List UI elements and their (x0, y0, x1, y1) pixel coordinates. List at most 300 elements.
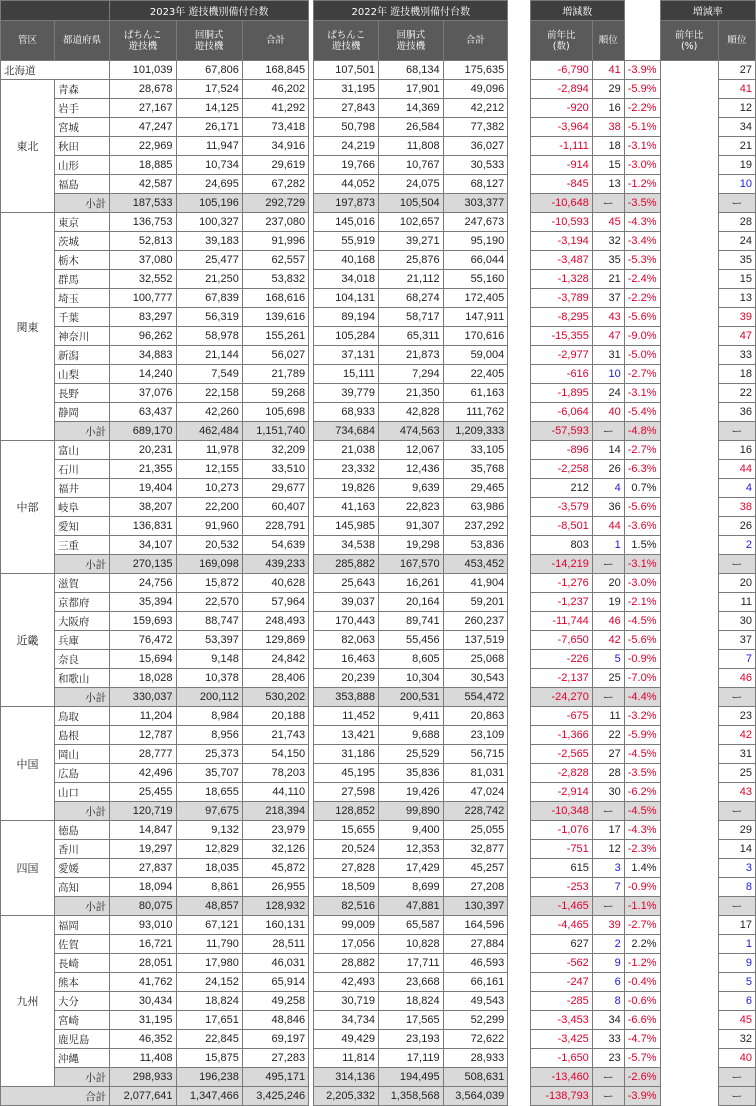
total-2022-cell: 228,742 (443, 802, 508, 821)
rank-rate-cell: ー (718, 422, 755, 441)
total-2022-cell: 23,109 (443, 726, 508, 745)
prefecture-name: 千葉 (54, 308, 109, 327)
yoy-rate-cell: -5.6% (624, 498, 660, 517)
prefecture-name: 愛媛 (54, 859, 109, 878)
total-2023-cell: 495,171 (242, 1068, 308, 1087)
column-gap (660, 517, 718, 536)
column-gap (660, 935, 718, 954)
table-row (1, 365, 756, 384)
pachinko-2022-cell: 20,239 (314, 669, 379, 688)
header-pachinko-2023: ぱちんこ 遊技機 (110, 21, 176, 61)
slot-2022-cell: 42,828 (379, 403, 444, 422)
pachinko-2023-cell: 18,028 (110, 669, 176, 688)
subtotal-row (1, 422, 756, 441)
slot-2022-cell: 18,824 (379, 992, 444, 1011)
rank-count-cell: 24 (592, 384, 624, 403)
total-2022-cell: 260,237 (443, 612, 508, 631)
column-gap (660, 745, 718, 764)
prefecture-name: 福井 (54, 479, 109, 498)
slot-2022-cell: 194,495 (379, 1068, 444, 1087)
yoy-count-cell: -562 (530, 954, 592, 973)
yoy-count-cell: 803 (530, 536, 592, 555)
yoy-count-cell: -247 (530, 973, 592, 992)
table-row (1, 1030, 756, 1049)
prefecture-name: 岐阜 (54, 498, 109, 517)
total-2023-cell: 21,743 (242, 726, 308, 745)
table-row (1, 992, 756, 1011)
table-row (1, 99, 756, 118)
column-gap (660, 859, 718, 878)
prefecture-name: 長崎 (54, 954, 109, 973)
slot-2023-cell: 14,125 (176, 99, 242, 118)
yoy-count-cell: -1,465 (530, 897, 592, 916)
total-2023-cell: 34,916 (242, 137, 308, 156)
rank-count-cell: 8 (592, 992, 624, 1011)
pachinko-2023-cell: 15,694 (110, 650, 176, 669)
column-gap (508, 99, 531, 118)
yoy-count-cell: -4,465 (530, 916, 592, 935)
rank-count-cell: ー (592, 422, 624, 441)
pachinko-2022-cell: 27,843 (314, 99, 379, 118)
column-gap (660, 384, 718, 403)
subtotal-label: 小計 (54, 802, 109, 821)
slot-2023-cell: 22,200 (176, 498, 242, 517)
rank-count-cell: 3 (592, 859, 624, 878)
pachinko-2022-cell: 145,016 (314, 213, 379, 232)
column-gap (660, 1011, 718, 1030)
column-gap (508, 688, 531, 707)
yoy-count-cell: -2,258 (530, 460, 592, 479)
column-gap (660, 441, 718, 460)
table-row (1, 612, 756, 631)
prefecture-name: 山口 (54, 783, 109, 802)
total-2023-cell: 155,261 (242, 327, 308, 346)
table-row (1, 346, 756, 365)
rank-count-cell: 27 (592, 745, 624, 764)
slot-2023-cell: 9,132 (176, 821, 242, 840)
pachinko-2023-cell: 298,933 (110, 1068, 176, 1087)
slot-2022-cell: 9,688 (379, 726, 444, 745)
column-gap (660, 593, 718, 612)
table-row (1, 783, 756, 802)
slot-2023-cell: 1,347,466 (176, 1087, 242, 1106)
pachinko-2023-cell: 35,394 (110, 593, 176, 612)
pachinko-2022-cell: 21,038 (314, 441, 379, 460)
yoy-rate-cell: -5.0% (624, 346, 660, 365)
yoy-rate-cell: -3.1% (624, 384, 660, 403)
pachinko-2023-cell: 14,847 (110, 821, 176, 840)
total-2022-cell: 1,209,333 (443, 422, 508, 441)
yoy-rate-cell: -5.4% (624, 403, 660, 422)
prefecture-name: 静岡 (54, 403, 109, 422)
prefecture-name: 秋田 (54, 137, 109, 156)
slot-2022-cell: 21,112 (379, 270, 444, 289)
rank-count-cell: 16 (592, 99, 624, 118)
yoy-rate-cell: -5.1% (624, 118, 660, 137)
total-2022-cell: 68,127 (443, 175, 508, 194)
total-2022-cell: 53,836 (443, 536, 508, 555)
total-2022-cell: 137,519 (443, 631, 508, 650)
yoy-rate-cell: -9.0% (624, 327, 660, 346)
table-row (1, 840, 756, 859)
rank-count-cell: ー (592, 1068, 624, 1087)
yoy-rate-cell: -2.3% (624, 840, 660, 859)
column-gap (508, 802, 531, 821)
pachinko-2023-cell: 270,135 (110, 555, 176, 574)
rank-rate-cell: 21 (718, 137, 755, 156)
slot-2022-cell: 23,193 (379, 1030, 444, 1049)
pachinko-2022-cell: 15,655 (314, 821, 379, 840)
yoy-count-cell: -3,579 (530, 498, 592, 517)
column-gap (660, 954, 718, 973)
slot-2022-cell: 474,563 (379, 422, 444, 441)
total-2023-cell: 48,846 (242, 1011, 308, 1030)
header-slot-2023: 回胴式 遊技機 (176, 21, 242, 61)
column-gap (508, 251, 531, 270)
column-gap (508, 1049, 531, 1068)
total-2022-cell: 27,208 (443, 878, 508, 897)
total-2022-cell: 453,452 (443, 555, 508, 574)
rank-rate-cell: 35 (718, 251, 755, 270)
total-2023-cell: 29,619 (242, 156, 308, 175)
table-row (1, 954, 756, 973)
yoy-rate-cell: -2.2% (624, 99, 660, 118)
slot-2022-cell: 55,456 (379, 631, 444, 650)
column-gap (508, 118, 531, 137)
rank-count-cell: 5 (592, 650, 624, 669)
rank-count-cell: 43 (592, 308, 624, 327)
rank-rate-cell: 17 (718, 916, 755, 935)
column-gap (660, 194, 718, 213)
slot-2023-cell: 169,098 (176, 555, 242, 574)
slot-2023-cell: 18,655 (176, 783, 242, 802)
table-row (1, 460, 756, 479)
yoy-rate-cell: -3.6% (624, 517, 660, 536)
column-gap (660, 536, 718, 555)
yoy-count-cell: -138,793 (530, 1087, 592, 1106)
slot-2023-cell: 21,250 (176, 270, 242, 289)
pachinko-2022-cell: 16,463 (314, 650, 379, 669)
rank-rate-cell: 6 (718, 992, 755, 1011)
column-gap (624, 21, 660, 61)
table-row (1, 289, 756, 308)
column-gap (508, 859, 531, 878)
column-gap (508, 745, 531, 764)
pachinko-2023-cell: 42,496 (110, 764, 176, 783)
slot-2022-cell: 8,699 (379, 878, 444, 897)
rank-count-cell: 23 (592, 1049, 624, 1068)
slot-2022-cell: 22,823 (379, 498, 444, 517)
total-2023-cell: 41,292 (242, 99, 308, 118)
rank-count-cell: 19 (592, 593, 624, 612)
slot-2023-cell: 196,238 (176, 1068, 242, 1087)
column-gap (660, 574, 718, 593)
total-2023-cell: 54,150 (242, 745, 308, 764)
rank-count-cell: 12 (592, 840, 624, 859)
yoy-count-cell: -845 (530, 175, 592, 194)
slot-2022-cell: 25,529 (379, 745, 444, 764)
slot-2023-cell: 24,152 (176, 973, 242, 992)
slot-2023-cell: 26,171 (176, 118, 242, 137)
rank-count-cell: 26 (592, 460, 624, 479)
subtotal-row (1, 1068, 756, 1087)
pachinko-2023-cell: 100,777 (110, 289, 176, 308)
table-row (1, 232, 756, 251)
column-gap (508, 289, 531, 308)
total-2023-cell: 28,406 (242, 669, 308, 688)
yoy-rate-cell: -6.3% (624, 460, 660, 479)
pachinko-2022-cell: 104,131 (314, 289, 379, 308)
slot-2023-cell: 24,695 (176, 175, 242, 194)
total-2022-cell: 554,472 (443, 688, 508, 707)
table-row (1, 384, 756, 403)
rank-rate-cell: 11 (718, 593, 755, 612)
prefecture-name: 宮崎 (54, 1011, 109, 1030)
grand-total-label: 合計 (1, 1087, 110, 1106)
pachinko-2023-cell: 19,297 (110, 840, 176, 859)
slot-2023-cell: 10,273 (176, 479, 242, 498)
slot-2023-cell: 200,112 (176, 688, 242, 707)
column-gap (508, 441, 531, 460)
pachinko-2023-cell: 42,587 (110, 175, 176, 194)
rank-count-cell: 2 (592, 935, 624, 954)
yoy-count-cell: -10,593 (530, 213, 592, 232)
rank-count-cell: 6 (592, 973, 624, 992)
yoy-rate-cell: -5.9% (624, 726, 660, 745)
table-row (1, 517, 756, 536)
column-gap (508, 593, 531, 612)
slot-2023-cell: 7,549 (176, 365, 242, 384)
pachinko-2022-cell: 68,933 (314, 403, 379, 422)
prefecture-name: 滋賀 (54, 574, 109, 593)
rank-rate-cell: 23 (718, 707, 755, 726)
yoy-count-cell: -2,828 (530, 764, 592, 783)
pachinko-2023-cell: 22,969 (110, 137, 176, 156)
yoy-count-cell: -15,355 (530, 327, 592, 346)
table-row (1, 1011, 756, 1030)
column-gap (660, 99, 718, 118)
slot-2023-cell: 9,148 (176, 650, 242, 669)
slot-2023-cell: 22,845 (176, 1030, 242, 1049)
yoy-count-cell: -2,894 (530, 80, 592, 99)
pachinko-2023-cell: 28,777 (110, 745, 176, 764)
prefecture-name: 山形 (54, 156, 109, 175)
column-gap (508, 403, 531, 422)
rank-rate-cell: 29 (718, 821, 755, 840)
pachinko-2022-cell: 44,052 (314, 175, 379, 194)
rank-count-cell: 45 (592, 213, 624, 232)
yoy-rate-cell: -3.2% (624, 707, 660, 726)
rank-count-cell: 30 (592, 783, 624, 802)
pachinko-2023-cell: 34,107 (110, 536, 176, 555)
total-2022-cell: 72,622 (443, 1030, 508, 1049)
yoy-rate-cell: -4.5% (624, 802, 660, 821)
prefecture-name: 熊本 (54, 973, 109, 992)
column-gap (660, 213, 718, 232)
rank-rate-cell: 32 (718, 1030, 755, 1049)
slot-2023-cell: 11,978 (176, 441, 242, 460)
header-rank-rate: 順位 (718, 21, 755, 61)
slot-2022-cell: 58,717 (379, 308, 444, 327)
total-2023-cell: 292,729 (242, 194, 308, 213)
header-slot-2022: 回胴式 遊技機 (379, 21, 444, 61)
total-2023-cell: 44,110 (242, 783, 308, 802)
column-gap (508, 460, 531, 479)
column-gap (508, 992, 531, 1011)
yoy-rate-cell: -2.1% (624, 593, 660, 612)
total-2023-cell: 49,258 (242, 992, 308, 1011)
total-2023-cell: 168,845 (242, 61, 308, 80)
pachinko-2022-cell: 18,509 (314, 878, 379, 897)
pachinko-2023-cell: 93,010 (110, 916, 176, 935)
column-gap (508, 821, 531, 840)
table-row (1, 536, 756, 555)
rank-rate-cell: 4 (718, 479, 755, 498)
yoy-rate-cell: -3.1% (624, 555, 660, 574)
pachinko-2023-cell: 28,678 (110, 80, 176, 99)
yoy-count-cell: -3,453 (530, 1011, 592, 1030)
total-2023-cell: 139,616 (242, 308, 308, 327)
total-2022-cell: 61,163 (443, 384, 508, 403)
slot-2023-cell: 17,651 (176, 1011, 242, 1030)
slot-2023-cell: 11,790 (176, 935, 242, 954)
pachinko-2023-cell: 689,170 (110, 422, 176, 441)
yoy-count-cell: -3,194 (530, 232, 592, 251)
yoy-rate-cell: -1.2% (624, 954, 660, 973)
prefecture-name: 福島 (54, 175, 109, 194)
total-2022-cell: 508,631 (443, 1068, 508, 1087)
total-2022-cell: 30,543 (443, 669, 508, 688)
pachinko-2023-cell: 37,080 (110, 251, 176, 270)
total-2022-cell: 25,068 (443, 650, 508, 669)
column-gap (508, 327, 531, 346)
table-row (1, 726, 756, 745)
slot-2023-cell: 12,829 (176, 840, 242, 859)
column-gap (508, 270, 531, 289)
pachinko-2022-cell: 24,219 (314, 137, 379, 156)
slot-2022-cell: 17,901 (379, 80, 444, 99)
rank-count-cell: 36 (592, 498, 624, 517)
total-2023-cell: 57,964 (242, 593, 308, 612)
prefecture-name: 和歌山 (54, 669, 109, 688)
column-gap (508, 156, 531, 175)
total-2023-cell: 56,027 (242, 346, 308, 365)
slot-2022-cell: 39,271 (379, 232, 444, 251)
prefecture-name: 神奈川 (54, 327, 109, 346)
yoy-rate-cell: -4.8% (624, 422, 660, 441)
total-2022-cell: 77,382 (443, 118, 508, 137)
total-2023-cell: 23,979 (242, 821, 308, 840)
pachinko-2023-cell: 52,813 (110, 232, 176, 251)
prefecture-name: 愛知 (54, 517, 109, 536)
total-2023-cell: 28,511 (242, 935, 308, 954)
pachinko-2022-cell: 49,429 (314, 1030, 379, 1049)
column-gap (508, 935, 531, 954)
yoy-count-cell: -226 (530, 650, 592, 669)
pachinko-2022-cell: 353,888 (314, 688, 379, 707)
slot-2023-cell: 15,872 (176, 574, 242, 593)
column-gap (508, 1011, 531, 1030)
pachinko-2022-cell: 170,443 (314, 612, 379, 631)
rank-count-cell: 40 (592, 403, 624, 422)
total-2023-cell: 21,789 (242, 365, 308, 384)
prefecture-name: 沖縄 (54, 1049, 109, 1068)
rank-rate-cell: 30 (718, 612, 755, 631)
table-row (1, 251, 756, 270)
column-gap (508, 175, 531, 194)
column-gap (508, 194, 531, 213)
slot-2022-cell: 11,808 (379, 137, 444, 156)
table-row (1, 175, 756, 194)
table-row (1, 859, 756, 878)
total-2023-cell: 91,996 (242, 232, 308, 251)
pachinko-2022-cell: 11,814 (314, 1049, 379, 1068)
rank-count-cell: 13 (592, 175, 624, 194)
rank-rate-cell: 10 (718, 175, 755, 194)
slot-2023-cell: 15,875 (176, 1049, 242, 1068)
yoy-rate-cell: -3.1% (624, 137, 660, 156)
rank-rate-cell: 28 (718, 213, 755, 232)
column-gap (660, 175, 718, 194)
rank-count-cell: 31 (592, 346, 624, 365)
pachinko-2023-cell: 76,472 (110, 631, 176, 650)
total-2023-cell: 27,283 (242, 1049, 308, 1068)
total-2022-cell: 66,044 (443, 251, 508, 270)
header-rate: 増減率 (660, 1, 756, 21)
pachinko-2022-cell: 50,798 (314, 118, 379, 137)
total-2022-cell: 147,911 (443, 308, 508, 327)
rank-count-cell: 44 (592, 517, 624, 536)
rank-count-cell: 14 (592, 441, 624, 460)
pachinko-2022-cell: 734,684 (314, 422, 379, 441)
pachinko-2023-cell: 27,167 (110, 99, 176, 118)
column-gap (508, 726, 531, 745)
slot-2022-cell: 12,436 (379, 460, 444, 479)
total-2023-cell: 60,407 (242, 498, 308, 517)
column-gap (660, 916, 718, 935)
column-gap (508, 308, 531, 327)
slot-2023-cell: 22,570 (176, 593, 242, 612)
rank-count-cell: 28 (592, 764, 624, 783)
column-gap (508, 878, 531, 897)
column-gap (508, 973, 531, 992)
yoy-count-cell: -13,460 (530, 1068, 592, 1087)
pachinko-2022-cell: 15,111 (314, 365, 379, 384)
rank-rate-cell: 37 (718, 631, 755, 650)
slot-2023-cell: 18,824 (176, 992, 242, 1011)
yoy-rate-cell: -0.9% (624, 878, 660, 897)
column-gap (660, 1030, 718, 1049)
prefecture-name: 北海道 (1, 61, 110, 80)
column-gap (508, 213, 531, 232)
rank-rate-cell: ー (718, 897, 755, 916)
rank-rate-cell: 15 (718, 270, 755, 289)
yoy-rate-cell: -3.9% (624, 61, 660, 80)
rank-count-cell: 10 (592, 365, 624, 384)
total-2022-cell: 164,596 (443, 916, 508, 935)
total-2022-cell: 28,933 (443, 1049, 508, 1068)
pachinko-2022-cell: 31,186 (314, 745, 379, 764)
rank-rate-cell: 42 (718, 726, 755, 745)
rank-count-cell: 33 (592, 1030, 624, 1049)
rank-count-cell: 46 (592, 612, 624, 631)
total-2022-cell: 63,986 (443, 498, 508, 517)
slot-2022-cell: 105,504 (379, 194, 444, 213)
region-name: 九州 (1, 916, 55, 1087)
column-gap (660, 764, 718, 783)
slot-2022-cell: 26,584 (379, 118, 444, 137)
prefecture-name: 岩手 (54, 99, 109, 118)
